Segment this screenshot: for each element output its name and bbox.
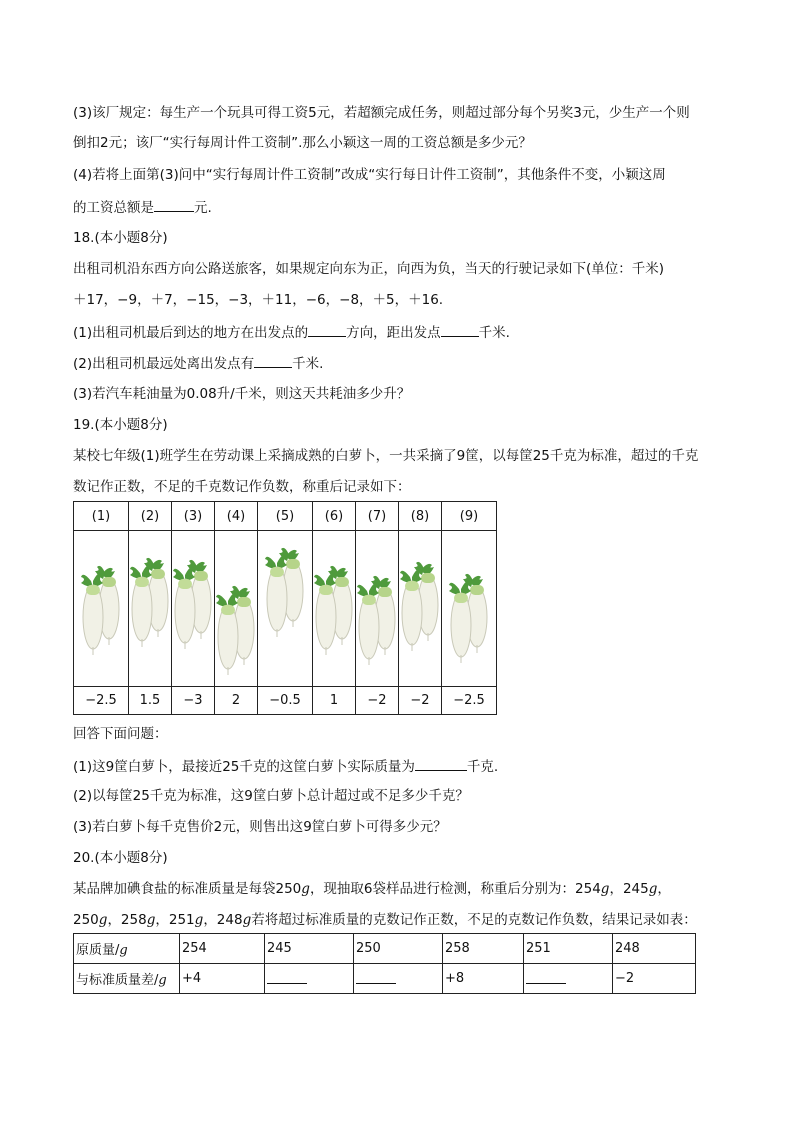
radish-cell (215, 531, 258, 687)
q18-q1-post: 千米. (478, 325, 510, 341)
q18-title: 18.(本小题8分) (73, 230, 168, 246)
q18-q1-pre: (1)出租司机最后到达的地方在出发点的 (73, 325, 309, 341)
q19-answer-intro: 回答下面问题： (73, 726, 168, 742)
radish-image (263, 541, 307, 641)
basket-header: (7) (356, 502, 399, 531)
answer-blank[interactable] (415, 756, 467, 771)
diff-cell[interactable] (265, 964, 354, 994)
weight-diff-cell: −2 (399, 687, 442, 715)
original-mass-cell: 254 (180, 934, 265, 964)
diff-cell: −2 (613, 964, 696, 994)
unit-g: g (146, 912, 156, 928)
basket-header: (2) (129, 502, 172, 531)
unit-g: g (301, 881, 310, 897)
q17-part3-line1: (3)该厂规定：每生产一个玩具可得工资5元，若超额完成任务，则超过部分每个另奖3元，少生产一个则 (73, 105, 690, 121)
answer-blank[interactable] (254, 353, 292, 368)
q20-stem-text: ， (657, 881, 671, 897)
unit-g: g (242, 912, 252, 928)
answer-blank[interactable] (356, 969, 396, 984)
diff-cell: +8 (443, 964, 524, 994)
q18-question1 (73, 322, 510, 342)
weight-diff-cell: 1.5 (129, 687, 172, 715)
unit-g: g (119, 943, 128, 958)
salt-table (73, 933, 696, 994)
unit-g: g (98, 912, 108, 928)
q17-part4-line1: (4)若将上面第(3)问中“实行每周计件工资制”改成“实行每日计件工资制”，其他条件不变，小颖这周 (73, 167, 666, 183)
diff-cell: +4 (180, 964, 265, 994)
basket-header: (8) (399, 502, 442, 531)
q18-question2 (73, 353, 323, 373)
basket-header: (4) (215, 502, 258, 531)
basket-header: (3) (172, 502, 215, 531)
answer-blank[interactable] (308, 322, 346, 337)
q18-q1-mid: 方向，距出发点 (346, 325, 441, 341)
q20-stem-text: 250 (73, 912, 99, 928)
original-mass-cell: 250 (354, 934, 443, 964)
q19-q1-post: 千克. (466, 759, 499, 775)
diff-cell[interactable] (354, 964, 443, 994)
radish-cell (172, 531, 215, 687)
q18-records: ＋17，−9，＋7，−15，−3，＋11，−6，−8，＋5，＋16. (73, 292, 444, 308)
row-label-diff (74, 964, 180, 994)
q20-stem-line2 (73, 911, 697, 929)
basket-header: (9) (442, 502, 497, 531)
q19-question3: (3)若白萝卜每千克售价2元，则售出这9筐白萝卜可得多少元？ (73, 819, 447, 835)
weight-diff-cell: 2 (215, 687, 258, 715)
q19-stem-line1: 某校七年级(1)班学生在劳动课上采摘成熟的白萝卜，一共采摘了9筐，以每筐25千克为标准，超过的千克 (73, 448, 699, 464)
basket-header: (6) (313, 502, 356, 531)
radish-cell (258, 531, 313, 687)
q20-stem-text: ，245 (609, 881, 649, 897)
q19-title: 19.(本小题8分) (73, 417, 168, 433)
q20-stem-text: ，258 (107, 912, 147, 928)
radish-image (128, 551, 172, 651)
radish-image (447, 567, 491, 667)
radish-cell (313, 531, 356, 687)
label-text: 与标准质量差/ (76, 973, 159, 988)
radish-image (214, 579, 258, 679)
radish-image (171, 553, 215, 653)
radish-image (355, 569, 399, 669)
radish-cell (74, 531, 129, 687)
radish-cell (442, 531, 497, 687)
original-mass-cell: 245 (265, 934, 354, 964)
q19-question1 (73, 756, 498, 776)
weight-diff-cell: −2 (356, 687, 399, 715)
diff-cell[interactable] (524, 964, 613, 994)
radish-image (312, 559, 356, 659)
q19-question2: (2)以每筐25千克为标准，这9筐白萝卜总计超过或不足多少千克？ (73, 788, 469, 804)
unit-g: g (600, 881, 610, 897)
q17-part4-text-post: 元. (194, 200, 212, 216)
q20-stem-line1 (73, 880, 671, 898)
original-mass-cell: 258 (443, 934, 524, 964)
weight-diff-cell: −0.5 (258, 687, 313, 715)
q20-stem-text: ，248 (203, 912, 243, 928)
unit-g: g (158, 973, 167, 988)
unit-g: g (194, 912, 204, 928)
basket-header: (1) (74, 502, 129, 531)
radish-cell (129, 531, 172, 687)
q20-stem-text: 某品牌加碘食盐的标准质量是每袋250 (73, 881, 302, 897)
q19-q1-pre: (1)这9筐白萝卜，最接近25千克的这筐白萝卜实际质量为 (73, 759, 415, 775)
radish-cell (356, 531, 399, 687)
answer-blank[interactable] (441, 322, 479, 337)
q18-q2-post: 千米. (292, 356, 324, 372)
radish-image (79, 559, 123, 659)
weight-diff-cell: −2.5 (74, 687, 129, 715)
weight-diff-cell: 1 (313, 687, 356, 715)
q20-stem-text: ，现抽取6袋样品进行检测，称重后分别为：254 (309, 881, 601, 897)
q18-q2-pre: (2)出租司机最远处离出发点有 (73, 356, 255, 372)
q18-stem: 出租司机沿东西方向公路送旅客，如果规定向东为正，向西为负，当天的行驶记录如下(单位：千米) (73, 261, 665, 277)
basket-header: (5) (258, 502, 313, 531)
original-mass-cell: 248 (613, 934, 696, 964)
weight-diff-cell: −2.5 (442, 687, 497, 715)
q18-question3: (3)若汽车耗油量为0.08升/千米，则这天共耗油多少升？ (73, 386, 411, 402)
row-label-original (74, 934, 180, 964)
label-text: 原质量/ (76, 943, 120, 958)
q20-stem-text: ，251 (155, 912, 195, 928)
q17-part4-line2 (73, 197, 212, 217)
q20-stem-text: 若将超过标准质量的克数记作正数，不足的克数记作负数，结果记录如表： (251, 912, 697, 928)
q17-part4-text-pre: 的工资总额是 (73, 200, 154, 216)
q20-title: 20.(本小题8分) (73, 850, 168, 866)
radish-cell (399, 531, 442, 687)
q17-part3-line2: 倒扣2元；该厂“实行每周计件工资制”.那么小颖这一周的工资总额是多少元？ (73, 135, 532, 151)
weight-diff-cell: −3 (172, 687, 215, 715)
answer-blank[interactable] (267, 969, 307, 984)
unit-g: g (648, 881, 658, 897)
answer-blank[interactable] (154, 197, 194, 212)
radish-table (73, 501, 497, 715)
original-mass-cell: 251 (524, 934, 613, 964)
radish-image (398, 555, 442, 655)
answer-blank[interactable] (526, 969, 566, 984)
q19-stem-line2: 数记作正数，不足的千克数记作负数，称重后记录如下： (73, 479, 411, 495)
